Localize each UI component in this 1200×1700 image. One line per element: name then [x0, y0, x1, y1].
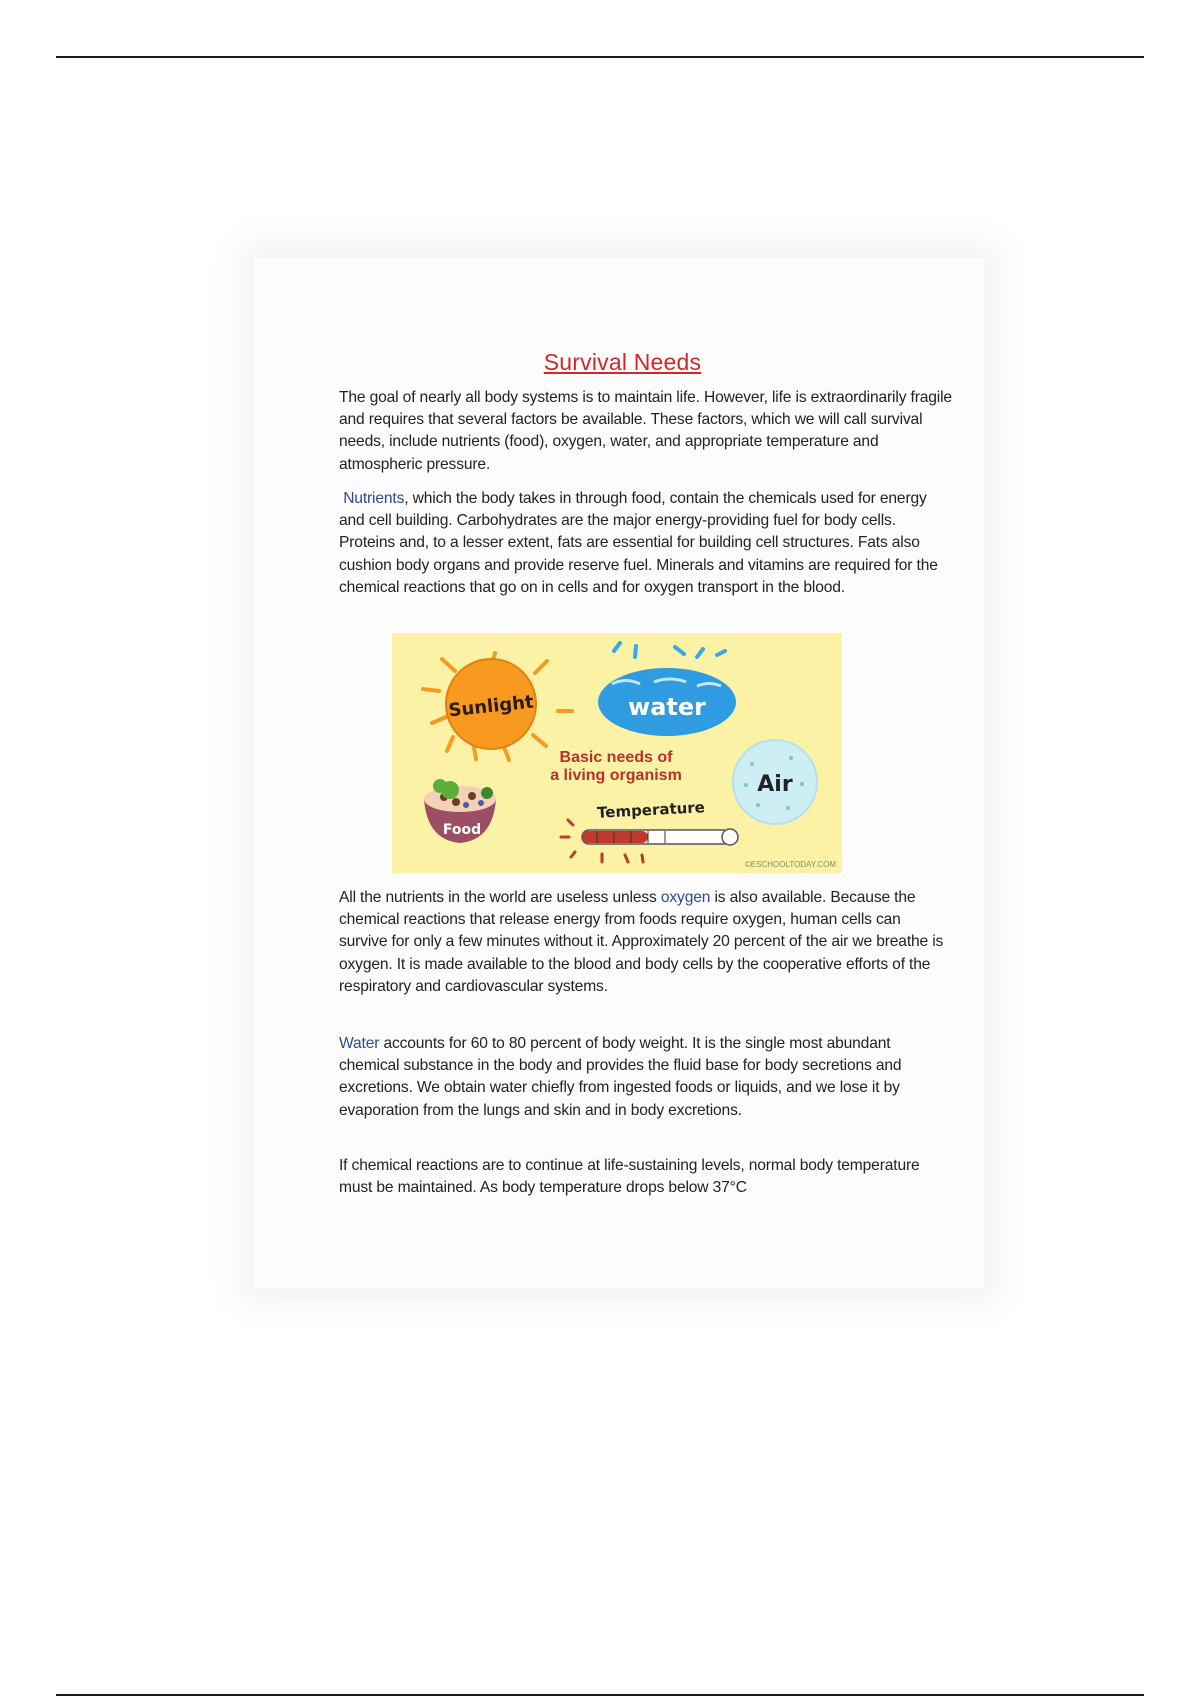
paragraph-nutrients-text: , which the body takes in through food, contain the chemicals used for energy and cell building. Carbohydrates are the major energy-providing fuel for body cells. Proteins and, to a lesser extent, fats are essential for building cell structures. Fats also cushion body organs and provide reserve fuel. Minerals and vitamins are required for the chemical reactions that go on in cells and for oxygen transport in the blood.: [339, 490, 938, 596]
thermometer-icon: [582, 829, 738, 845]
figure-credit: ©ESCHOOLTODAY.COM: [744, 860, 836, 869]
water-label: water: [628, 693, 706, 721]
temperature-label: Temperature: [596, 798, 706, 822]
figure-title-line2: a living organism: [550, 767, 682, 784]
paragraph-water-text: accounts for 60 to 80 percent of body weight. It is the single most abundant chemical substance in the body and provides the fluid base for body secretions and excretions. We obtain water chiefly from ingested foods or liquids, and we lose it by evaporation from the lungs and skin and in body excretions.: [339, 1035, 902, 1119]
food-label: Food: [442, 822, 482, 838]
paragraph-nutrients: [339, 488, 953, 599]
basic-needs-illustration: [392, 633, 842, 873]
air-label: Air: [757, 772, 793, 797]
paragraph-oxygen-text: is also available. Because the chemical reactions that release energy from foods require oxygen, human cells can survive for only a few minutes without it. Approximately 20 percent of the air we breathe is oxygen. It is made available to the blood and body cells by the cooperative efforts of the respiratory and cardiovascular systems.: [339, 889, 944, 995]
paragraph-oxygen: [339, 887, 953, 998]
water-link[interactable]: Water: [339, 1035, 380, 1052]
top-rule: [56, 56, 1144, 58]
paragraph-oxygen-lead: All the nutrients in the world are useless unless: [339, 889, 661, 906]
page-title: Survival Needs: [543, 349, 702, 375]
paragraph-intro: The goal of nearly all body systems is to maintain life. However, life is extraordinarily fragile and requires that several factors be available. These factors, which we will call survival needs, include nutrients (food), oxygen, water, and appropriate temperature and atmospheric pressure.: [339, 389, 952, 473]
oxygen-link[interactable]: oxygen: [660, 889, 711, 906]
paragraph-water: [339, 1033, 953, 1122]
sunlight-label: Sunlight: [447, 691, 535, 722]
nutrients-link[interactable]: Nutrients: [343, 490, 405, 507]
bottom-rule: [56, 1694, 1144, 1696]
paragraph-temperature: If chemical reactions are to continue at life-sustaining levels, normal body temperature must be maintained. As body temperature drops below 37°C: [339, 1157, 920, 1197]
figure-title-line1: Basic needs of: [559, 749, 673, 766]
